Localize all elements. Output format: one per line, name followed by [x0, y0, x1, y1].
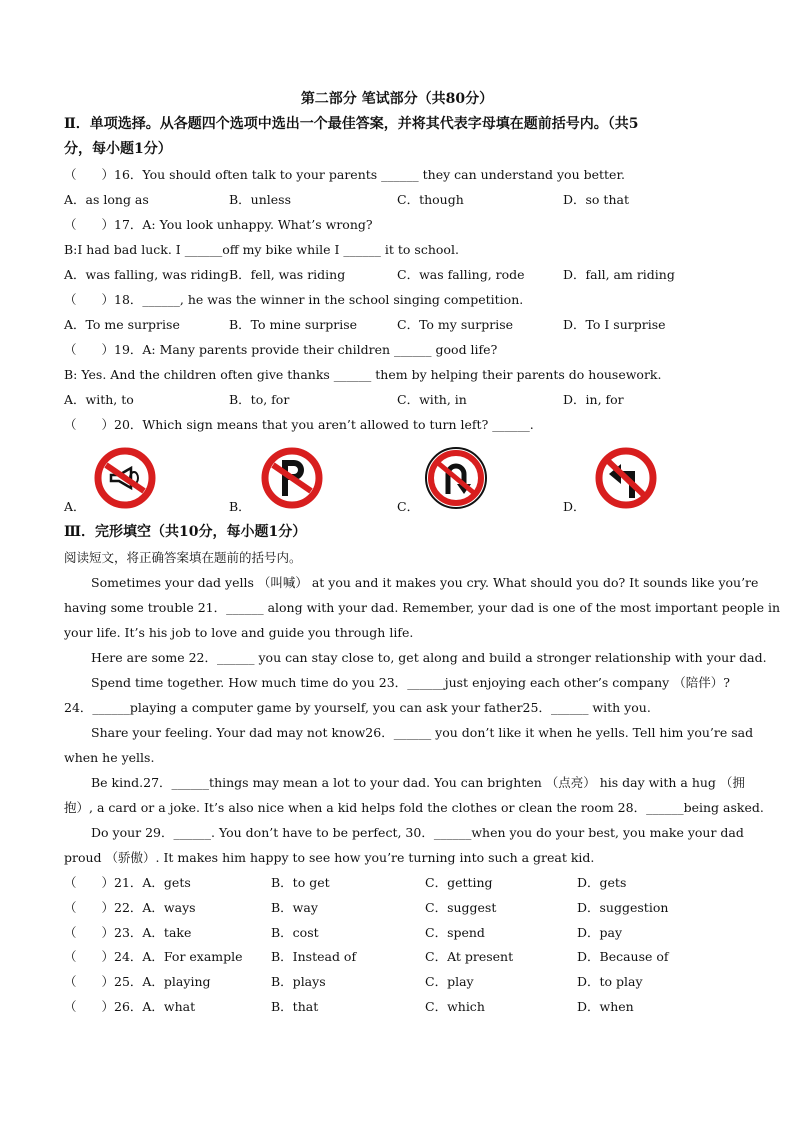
passage-line-1: Sometimes your dad yells （叫喊） at you and it makes you cry. What should you do? It sounds like you’re [91, 575, 759, 590]
section2-title-line2: 分，每小题1分） [64, 141, 172, 157]
passage-line-10: 抱）, a card or a joke. It’s also nice when a kid helps fold the clothes or clean the room 28．______being asked. [64, 800, 764, 815]
q19-option-b: B．to, for [229, 392, 290, 407]
q26-option-c: C．which [425, 999, 485, 1014]
q24-option-d: D．Because of [577, 949, 669, 964]
q20-option-c: C． [397, 499, 420, 514]
no-horn-sign-icon [93, 446, 157, 510]
section3-title: Ⅲ．完形填空（共10分，每小题1分） [64, 524, 307, 540]
q19-option-d: D．in, for [563, 392, 624, 407]
q22-option-d: D．suggestion [577, 900, 669, 915]
q20-stem: （ ）20．Which sign means that you aren’t allowed to turn left? ______. [64, 417, 534, 432]
passage-line-7: Share your feeling. Your dad may not know26．______ you don’t like it when he yells. Tell him you’re sad [91, 725, 754, 740]
q19-option-a: A．with, to [64, 392, 134, 407]
q16-option-b: B．unless [229, 192, 292, 207]
page-heading: 第二部分 笔试部分（共80分） [300, 91, 494, 107]
q21-option-b: B．to get [271, 875, 330, 890]
q20-option-b: B． [229, 499, 251, 514]
q21-option-c: C．getting [425, 875, 493, 890]
q17-option-d: D．fall, am riding [563, 267, 675, 282]
passage-line-6: 24．______playing a computer game by yourself, you can ask your father25．______ with you. [64, 700, 651, 715]
q17-option-a: A．was falling, was riding [64, 267, 229, 282]
passage-line-12: proud （骄傲）. It makes him happy to see how you’re turning into such a great kid. [64, 850, 595, 865]
passage-line-4: Here are some 22．______ you can stay close to, get along and build a stronger relationship with your dad. [91, 650, 767, 665]
passage-line-3: your life. It’s his job to love and guide you through life. [64, 625, 414, 640]
q24-option-c: C．At present [425, 949, 514, 964]
q23-option-c: C．spend [425, 925, 485, 940]
no-u-turn-sign-icon [424, 446, 488, 510]
q16-option-d: D．so that [563, 192, 629, 207]
q16-option-a: A．as long as [64, 192, 149, 207]
q25-option-a: （ ）25．A．playing [64, 974, 211, 989]
q21-option-a: （ ）21．A．gets [64, 875, 191, 890]
q23-option-a: （ ）23．A．take [64, 925, 192, 940]
q16-stem: （ ）16．You should often talk to your parents ______ they can understand you better. [64, 167, 626, 182]
q25-option-d: D．to play [577, 974, 643, 989]
q17-option-c: C．was falling, rode [397, 267, 525, 282]
q22-option-a: （ ）22．A．ways [64, 900, 196, 915]
q18-option-b: B．To mine surprise [229, 317, 358, 332]
no-parking-sign-icon [260, 446, 324, 510]
q20-option-d: D． [563, 499, 586, 514]
q19-option-c: C．with, in [397, 392, 467, 407]
q17-stem: （ ）17．A: You look unhappy. What’s wrong? [64, 217, 373, 232]
q26-option-b: B．that [271, 999, 319, 1014]
q24-option-b: B．Instead of [271, 949, 357, 964]
section2-title-line1: Ⅱ．单项选择。从各题四个选项中选出一个最佳答案，并将其代表字母填在题前括号内。（共5 [64, 116, 639, 132]
q19-stem2: B: Yes. And the children often give thanks ______ them by helping their parents do housework. [64, 367, 662, 382]
q18-option-c: C．To my surprise [397, 317, 514, 332]
q16-option-c: C．though [397, 192, 464, 207]
q17-stem2: B:I had bad luck. I ______off my bike while I ______ it to school. [64, 242, 459, 257]
q18-option-d: D．To I surprise [563, 317, 666, 332]
q19-stem: （ ）19．A: Many parents provide their children ______ good life? [64, 342, 498, 357]
q23-option-d: D．pay [577, 925, 623, 940]
q22-option-c: C．suggest [425, 900, 497, 915]
q26-option-d: D．when [577, 999, 634, 1014]
q21-option-d: D．gets [577, 875, 627, 890]
q22-option-b: B．way [271, 900, 318, 915]
passage-line-8: when he yells. [64, 750, 155, 765]
section3-instruction: 阅读短文，将正确答案填在题前的括号内。 [64, 550, 302, 565]
passage-line-11: Do your 29．______. You don’t have to be perfect, 30．______when you do your best, you make your dad [91, 825, 744, 840]
q24-option-a: （ ）24．A．For example [64, 949, 243, 964]
q18-stem: （ ）18．______, he was the winner in the school singing competition. [64, 292, 524, 307]
q17-option-b: B．fell, was riding [229, 267, 346, 282]
q18-option-a: A．To me surprise [64, 317, 180, 332]
q26-option-a: （ ）26．A．what [64, 999, 196, 1014]
q25-option-b: B．plays [271, 974, 326, 989]
q20-option-a: A． [64, 499, 86, 514]
passage-line-5: Spend time together. How much time do you 23．______just enjoying each other’s company （陪伴）? [91, 675, 730, 690]
passage-line-9: Be kind.27．______things may mean a lot to your dad. You can brighten （点亮） his day with a hug （拥 [91, 775, 745, 790]
passage-line-2: having some trouble 21．______ along with your dad. Remember, your dad is one of the most important people in [64, 600, 781, 615]
q25-option-c: C．play [425, 974, 474, 989]
no-left-turn-sign-icon [594, 446, 658, 510]
q23-option-b: B．cost [271, 925, 319, 940]
